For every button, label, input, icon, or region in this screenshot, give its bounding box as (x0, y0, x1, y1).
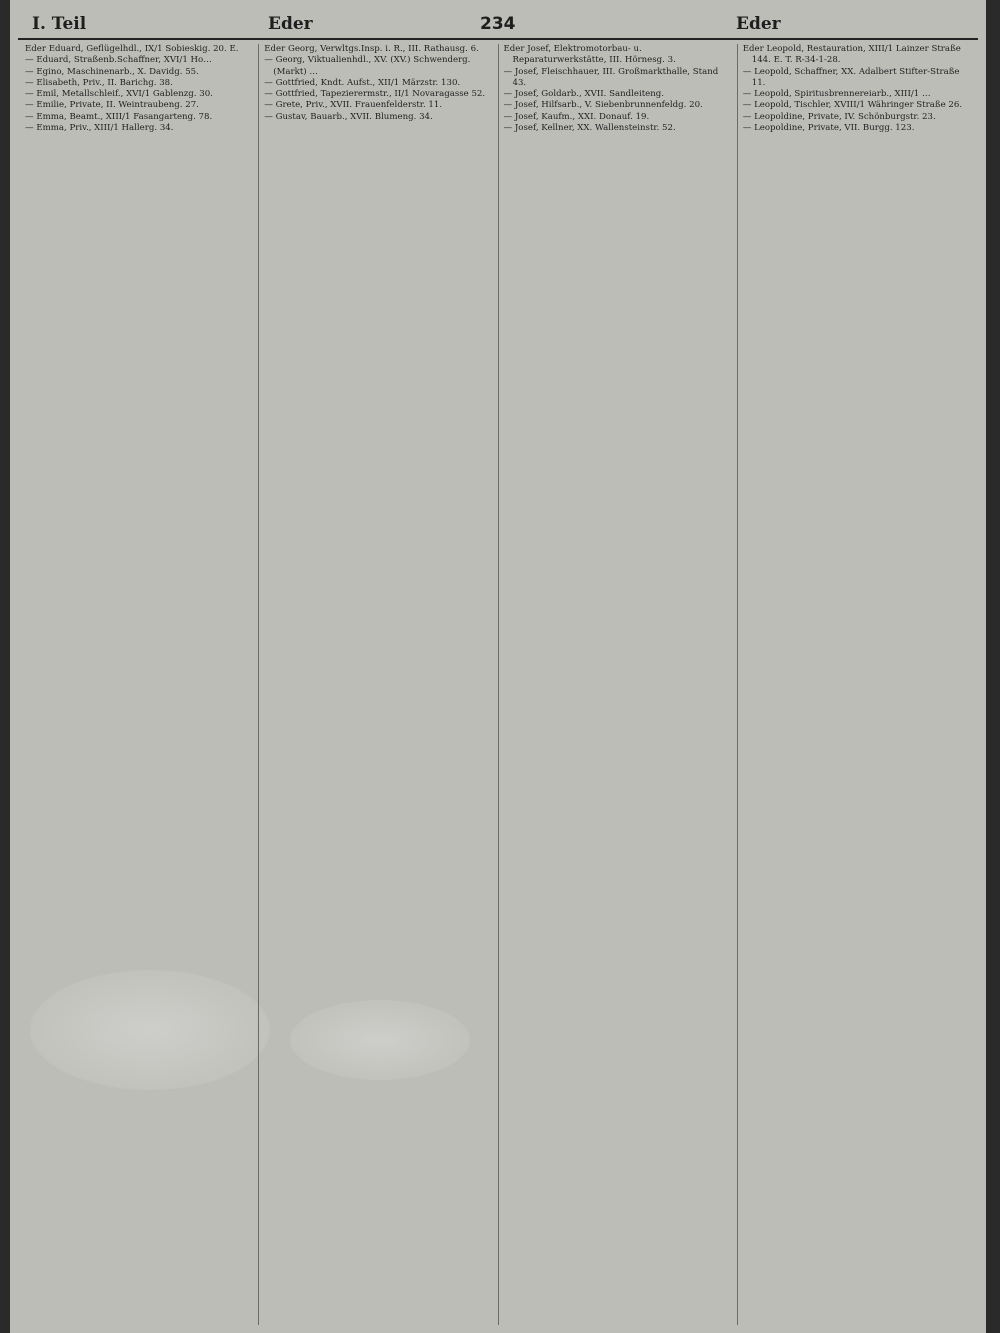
page-number: 234 (480, 14, 516, 34)
directory-column-4 (737, 44, 976, 1325)
directory-entry: Eder Eduard, Geflügelhdl., IX/1 Sobieskig. 20. E. (25, 44, 239, 54)
directory-entry: — Grete, Priv., XVII. Frauenfelderstr. 11. (264, 100, 443, 111)
directory-entry: — Egino, Maschinenarb., X. Davidg. 55. (25, 66, 199, 77)
directory-entry: — Georg, Viktualienhdl., XV. (XV.) Schwenderg. (Markt) … (264, 55, 471, 77)
directory-entry: — Leopoldine, Private, IV. Schönburgstr. 23. (742, 111, 936, 122)
directory-entry: — Leopold, Schaffner, XX. Adalbert Stifter-Straße 11. (742, 66, 960, 88)
directory-entry: — Emma, Beamt., XIII/1 Fasangarteng. 78. (25, 111, 213, 122)
directory-column-2 (258, 44, 497, 1325)
directory-entry: — Josef, Kaufm., XXI. Donauf. 19. (503, 111, 650, 122)
directory-entry: — Josef, Hilfsarb., V. Siebenbrunnenfeldg. 20. (503, 100, 703, 111)
directory-entry: — Elisabeth, Priv., II. Barichg. 38. (25, 77, 173, 88)
page-header (18, 12, 978, 40)
directory-entry: Eder Georg, Verwltgs.Insp. i. R., III. Rathausg. 6. (264, 44, 479, 54)
directory-entry: — Josef, Goldarb., XVII. Sandleiteng. (503, 89, 665, 99)
directory-entry: — Eduard, Straßenb.Schaffner, XVI/1 Ho… (25, 55, 212, 66)
running-head-left: Eder (268, 14, 313, 34)
directory-entry: — Leopold, Tischler, XVIII/1 Währinger Straße 26. (742, 100, 963, 111)
directory-entry: — Gottfried, Kndt. Aufst., XII/1 Märzstr. 130. (264, 77, 461, 88)
scan-border-left (0, 0, 10, 1333)
directory-column-1 (20, 44, 258, 1325)
directory-column-3 (498, 44, 737, 1325)
directory-entry: — Gustav, Bauarb., XVII. Blumeng. 34. (264, 111, 433, 122)
running-head-right: Eder (736, 14, 781, 34)
directory-entry: Eder Josef, Elektromotorbau- u. Reparaturwerkstätte, III. Hörnesg. 3. (503, 44, 676, 66)
directory-columns (20, 44, 976, 1325)
directory-entry: — Josef, Fleischhauer, III. Großmarkthalle, Stand 43. (503, 66, 719, 88)
directory-entry: — Emma, Priv., XIII/1 Hallerg. 34. (25, 122, 174, 133)
scan-border-right (986, 0, 1000, 1333)
part-label: I. Teil (32, 14, 87, 34)
directory-entry: — Leopoldine, Private, VII. Burgg. 123. (742, 122, 915, 133)
directory-entry: — Emilie, Private, II. Weintraubeng. 27. (25, 100, 199, 111)
directory-entry: — Leopold, Spiritusbrennereiarb., XIII/1 … (742, 89, 931, 99)
directory-entry: — Emil, Metallschleif., XVI/1 Gablenzg. 30. (25, 89, 213, 99)
directory-entry: — Gottfried, Tapezierermstr., II/1 Novaragasse 52. (264, 89, 486, 99)
directory-entry: Eder Leopold, Restauration, XIII/1 Lainzer Straße 144. E. T. R-34-1-28. (742, 44, 961, 66)
directory-entry: — Josef, Kellner, XX. Wallensteinstr. 52. (503, 122, 676, 133)
